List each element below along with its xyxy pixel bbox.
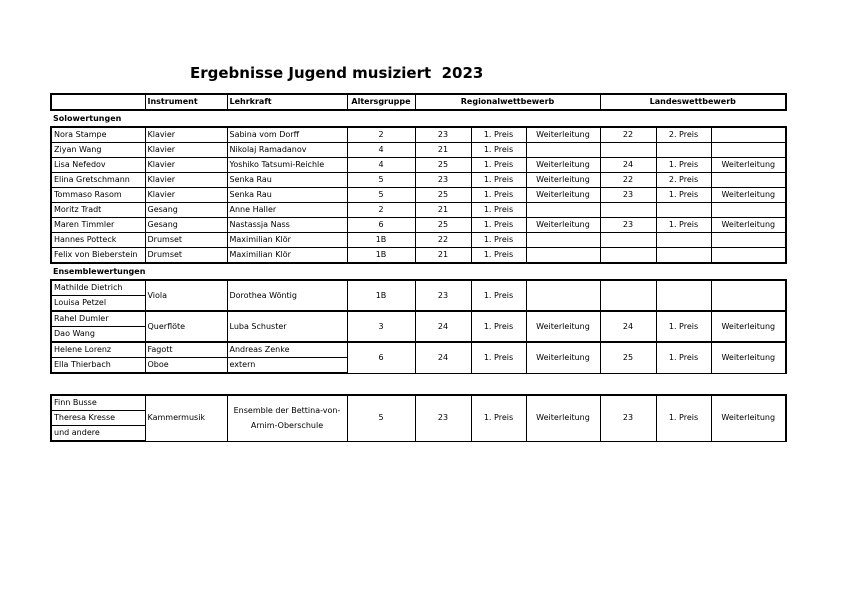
- participant-name: Theresa Kresse: [51, 411, 145, 426]
- instrument-cell: Klavier: [145, 143, 227, 158]
- participant-name: Nora Stampe: [51, 127, 145, 143]
- table-row: [51, 188, 786, 203]
- table-row: [51, 127, 786, 143]
- regional-prize: 1. Preis: [471, 203, 526, 218]
- section-row: [51, 110, 786, 127]
- instrument-cell: Gesang: [145, 218, 227, 233]
- age-group-cell: 4: [347, 158, 415, 173]
- landes-points: [600, 233, 656, 248]
- landes-prize: [656, 143, 711, 158]
- landes-points: [600, 143, 656, 158]
- teacher-cell: Sabina vom Dorff: [227, 127, 347, 143]
- instrument-cell: Oboe: [145, 358, 227, 374]
- teacher-cell: Yoshiko Tatsumi-Reichle: [227, 158, 347, 173]
- participant-name: Tommaso Rasom: [51, 188, 145, 203]
- landes-advancement: Weiterleitung: [711, 311, 786, 342]
- regional-prize: 1. Preis: [471, 173, 526, 188]
- participant-name: Hannes Potteck: [51, 233, 145, 248]
- age-group-cell: 5: [347, 395, 415, 441]
- table-row: [51, 173, 786, 188]
- table-row: [51, 233, 786, 248]
- landes-points: 22: [600, 127, 656, 143]
- instrument-cell: Gesang: [145, 203, 227, 218]
- participant-name: Dao Wang: [51, 327, 145, 343]
- teacher-cell: Nastassja Nass: [227, 218, 347, 233]
- teacher-cell: extern: [227, 358, 347, 374]
- teacher-cell: Dorothea Wöntig: [227, 280, 347, 311]
- header-landeswettbewerb: Landeswettbewerb: [600, 94, 786, 110]
- regional-prize: 1. Preis: [471, 127, 526, 143]
- age-group-cell: 1B: [347, 280, 415, 311]
- landes-prize: 1. Preis: [656, 311, 711, 342]
- table-row: [51, 280, 786, 296]
- table-row: [51, 203, 786, 218]
- instrument-cell: Viola: [145, 280, 227, 311]
- header-lehrkraft: Lehrkraft: [227, 94, 347, 110]
- age-group-cell: 3: [347, 311, 415, 342]
- participant-name: Elina Gretschmann: [51, 173, 145, 188]
- teacher-cell: Senka Rau: [227, 188, 347, 203]
- regional-prize: 1. Preis: [471, 188, 526, 203]
- landes-points: 22: [600, 173, 656, 188]
- landes-points: 25: [600, 342, 656, 373]
- section-row: [51, 263, 786, 280]
- age-group-cell: 2: [347, 127, 415, 143]
- regional-advancement: Weiterleitung: [526, 218, 600, 233]
- participant-name: Moritz Tradt: [51, 203, 145, 218]
- landes-advancement: Weiterleitung: [711, 188, 786, 203]
- header-name: [51, 94, 145, 110]
- participant-name: Louisa Petzel: [51, 296, 145, 312]
- landes-prize: [656, 248, 711, 264]
- instrument-cell: Klavier: [145, 127, 227, 143]
- landes-prize: 1. Preis: [656, 395, 711, 441]
- instrument-cell: Fagott: [145, 342, 227, 358]
- landes-prize: [656, 203, 711, 218]
- landes-prize: 2. Preis: [656, 173, 711, 188]
- landes-points: 24: [600, 311, 656, 342]
- table-row: [51, 342, 786, 358]
- regional-points: 21: [415, 248, 471, 264]
- regional-prize: 1. Preis: [471, 233, 526, 248]
- landes-advancement: [711, 233, 786, 248]
- regional-prize: 1. Preis: [471, 342, 526, 373]
- landes-prize: 1. Preis: [656, 342, 711, 373]
- age-group-cell: 5: [347, 173, 415, 188]
- age-group-cell: 4: [347, 143, 415, 158]
- regional-points: 22: [415, 233, 471, 248]
- landes-points: 23: [600, 188, 656, 203]
- landes-prize: 1. Preis: [656, 218, 711, 233]
- regional-points: 23: [415, 173, 471, 188]
- table-row: [51, 248, 786, 264]
- teacher-cell: Ensemble der Bettina-von-Arnim-Oberschule: [227, 395, 347, 441]
- regional-advancement: Weiterleitung: [526, 395, 600, 441]
- regional-advancement: [526, 248, 600, 264]
- regional-advancement: Weiterleitung: [526, 342, 600, 373]
- teacher-cell: Luba Schuster: [227, 311, 347, 342]
- regional-prize: 1. Preis: [471, 280, 526, 311]
- regional-prize: 1. Preis: [471, 311, 526, 342]
- landes-prize: 1. Preis: [656, 188, 711, 203]
- landes-points: 24: [600, 158, 656, 173]
- table-row: [51, 143, 786, 158]
- landes-prize: 2. Preis: [656, 127, 711, 143]
- teacher-cell: Maximilian Klör: [227, 233, 347, 248]
- regional-advancement: [526, 143, 600, 158]
- instrument-cell: Kammermusik: [145, 395, 227, 441]
- regional-points: 25: [415, 158, 471, 173]
- age-group-cell: 1B: [347, 248, 415, 264]
- participant-name: Mathilde Dietrich: [51, 280, 145, 296]
- landes-prize: [656, 233, 711, 248]
- regional-points: 23: [415, 395, 471, 441]
- landes-advancement: Weiterleitung: [711, 395, 786, 441]
- landes-prize: [656, 280, 711, 311]
- participant-name: Rahel Dumler: [51, 311, 145, 327]
- regional-prize: 1. Preis: [471, 158, 526, 173]
- participant-name: Finn Busse: [51, 395, 145, 411]
- solo-rows: [51, 127, 786, 263]
- table-row: [51, 218, 786, 233]
- regional-advancement: [526, 233, 600, 248]
- landes-advancement: [711, 203, 786, 218]
- landes-advancement: [711, 143, 786, 158]
- landes-points: 23: [600, 218, 656, 233]
- table-row: [51, 311, 786, 327]
- regional-advancement: Weiterleitung: [526, 311, 600, 342]
- landes-advancement: Weiterleitung: [711, 158, 786, 173]
- regional-prize: 1. Preis: [471, 143, 526, 158]
- age-group-cell: 1B: [347, 233, 415, 248]
- regional-prize: 1. Preis: [471, 218, 526, 233]
- landes-advancement: [711, 127, 786, 143]
- participant-name: Ziyan Wang: [51, 143, 145, 158]
- participant-name: Helene Lorenz: [51, 342, 145, 358]
- teacher-cell: Maximilian Klör: [227, 248, 347, 264]
- regional-points: 24: [415, 311, 471, 342]
- ensemble-rows: [51, 280, 786, 373]
- regional-prize: 1. Preis: [471, 248, 526, 264]
- regional-advancement: Weiterleitung: [526, 188, 600, 203]
- landes-points: 23: [600, 395, 656, 441]
- results-table: [50, 93, 787, 374]
- participant-name: Maren Timmler: [51, 218, 145, 233]
- regional-advancement: Weiterleitung: [526, 127, 600, 143]
- participant-name: Felix von Bieberstein: [51, 248, 145, 264]
- landes-prize: 1. Preis: [656, 158, 711, 173]
- regional-points: 25: [415, 188, 471, 203]
- table-row: [51, 158, 786, 173]
- regional-advancement: [526, 203, 600, 218]
- teacher-cell: Senka Rau: [227, 173, 347, 188]
- instrument-cell: Querflöte: [145, 311, 227, 342]
- regional-points: 24: [415, 342, 471, 373]
- page-title: Ergebnisse Jugend musiziert 2023: [190, 64, 484, 82]
- teacher-cell: Nikolaj Ramadanov: [227, 143, 347, 158]
- instrument-cell: Klavier: [145, 188, 227, 203]
- participant-name: Ella Thierbach: [51, 358, 145, 374]
- age-group-cell: 6: [347, 218, 415, 233]
- age-group-cell: 5: [347, 188, 415, 203]
- instrument-cell: Drumset: [145, 233, 227, 248]
- age-group-cell: 6: [347, 342, 415, 373]
- section-title-ensemble: Ensemblewertungen: [53, 266, 146, 276]
- landes-advancement: [711, 280, 786, 311]
- section-title-solo: Solowertungen: [53, 113, 122, 123]
- table-header-row: [51, 94, 786, 110]
- teacher-cell: Anne Haller: [227, 203, 347, 218]
- instrument-cell: Klavier: [145, 173, 227, 188]
- landes-advancement: Weiterleitung: [711, 342, 786, 373]
- regional-points: 21: [415, 203, 471, 218]
- age-group-cell: 2: [347, 203, 415, 218]
- header-altersgruppe: Altersgruppe: [347, 94, 415, 110]
- regional-points: 23: [415, 127, 471, 143]
- regional-points: 23: [415, 280, 471, 311]
- instrument-cell: Klavier: [145, 158, 227, 173]
- participant-name: und andere: [51, 426, 145, 442]
- regional-advancement: Weiterleitung: [526, 158, 600, 173]
- participant-name: Lisa Nefedov: [51, 158, 145, 173]
- instrument-cell: Drumset: [145, 248, 227, 264]
- header-regionalwettbewerb: Regionalwettbewerb: [415, 94, 600, 110]
- header-instrument: Instrument: [145, 94, 227, 110]
- table-row: [51, 395, 786, 411]
- landes-points: [600, 280, 656, 311]
- regional-prize: 1. Preis: [471, 395, 526, 441]
- landes-advancement: Weiterleitung: [711, 218, 786, 233]
- landes-points: [600, 203, 656, 218]
- regional-advancement: [526, 280, 600, 311]
- regional-advancement: Weiterleitung: [526, 173, 600, 188]
- chamber-table: [50, 394, 787, 442]
- landes-points: [600, 248, 656, 264]
- regional-points: 21: [415, 143, 471, 158]
- regional-points: 25: [415, 218, 471, 233]
- landes-advancement: [711, 248, 786, 264]
- teacher-cell: Andreas Zenke: [227, 342, 347, 358]
- landes-advancement: [711, 173, 786, 188]
